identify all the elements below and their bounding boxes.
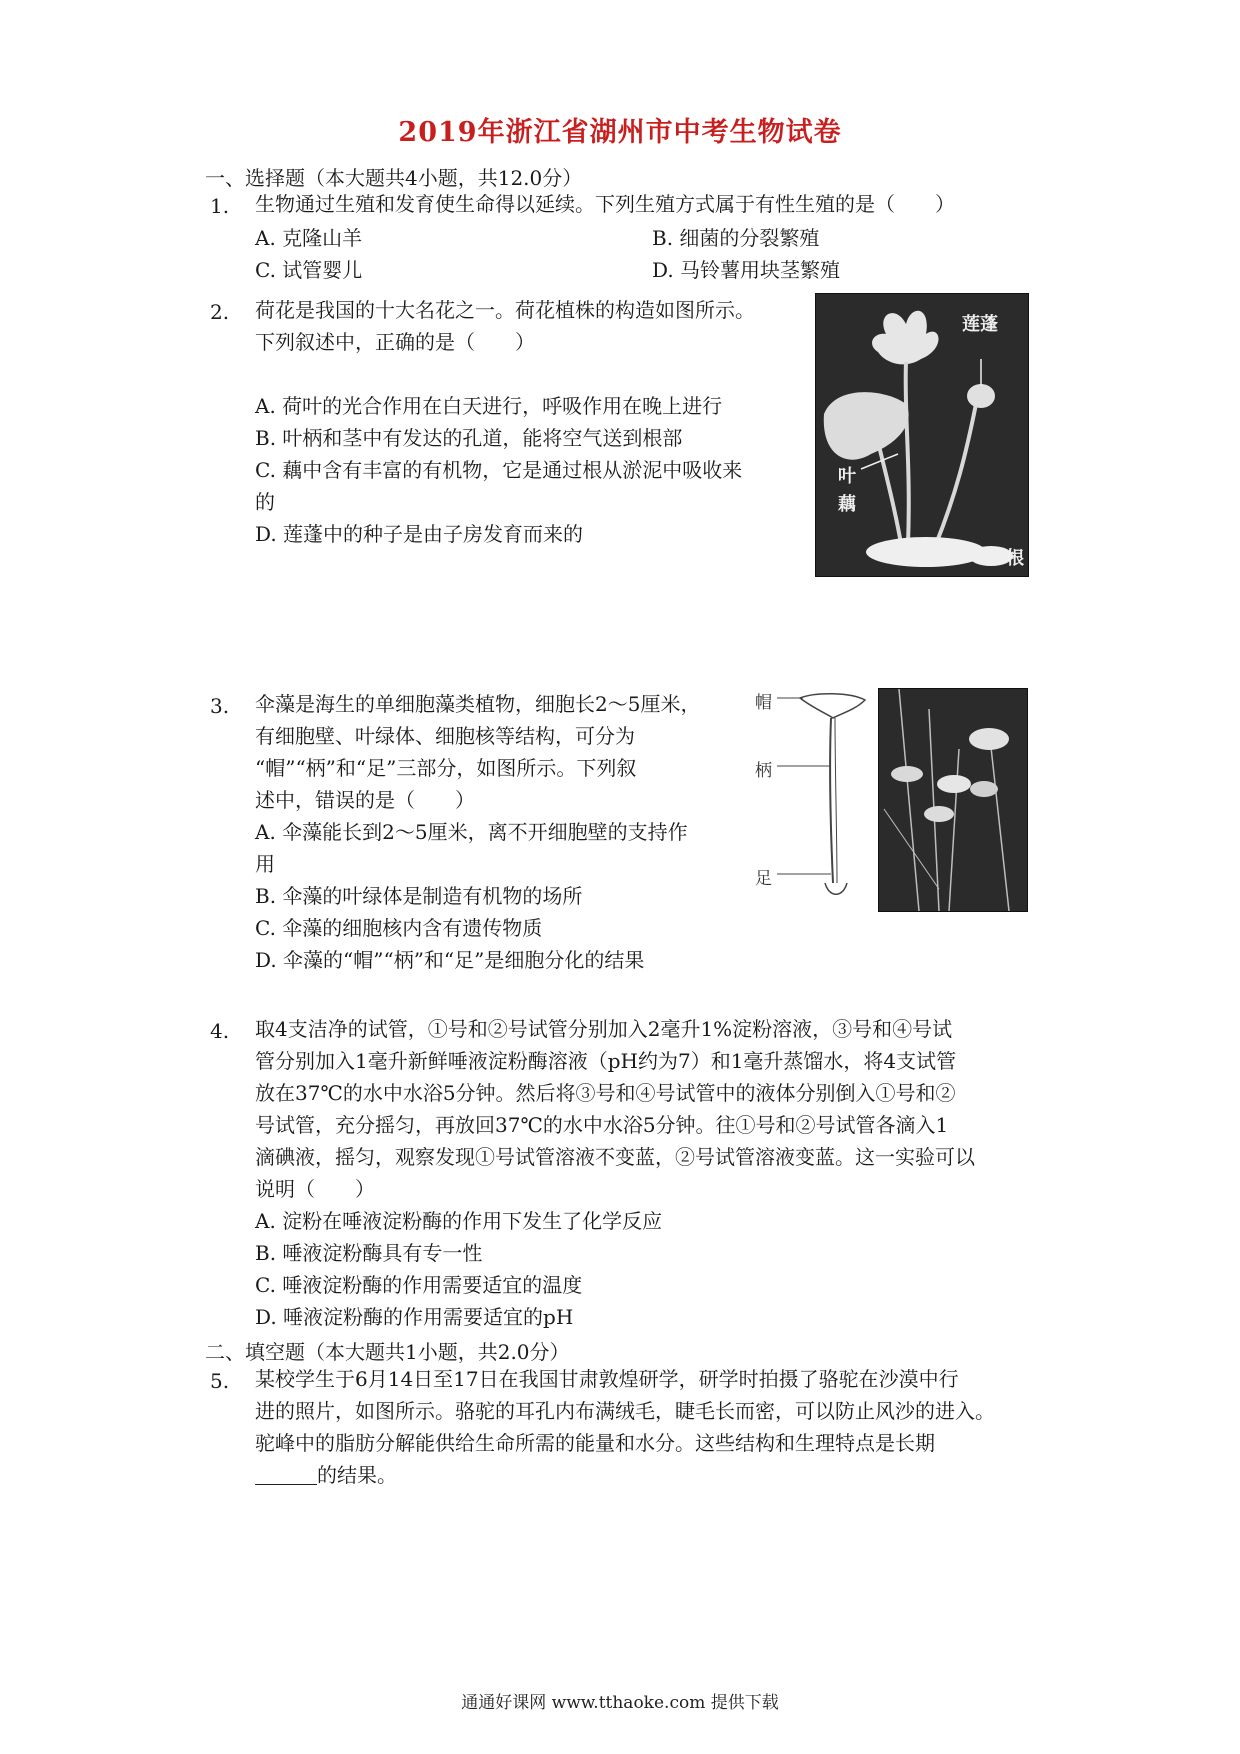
question-line: 放在37℃的水中水浴5分钟。然后将③号和④号试管中的液体分别倒入①号和② — [255, 1081, 956, 1105]
question-line: 下列叙述中，正确的是（ ） — [255, 330, 535, 354]
question-5-text — [255, 1363, 995, 1491]
question-4-text — [255, 1013, 975, 1205]
question-number: 3. — [210, 694, 230, 718]
lotus-figure — [815, 293, 1029, 577]
diagram-label-stalk: 柄 — [755, 761, 772, 781]
answer-line — [255, 1459, 995, 1491]
question-line: 进的照片，如图所示。骆驼的耳孔内布满绒毛，睫毛长而密，可以防止风沙的进入。 — [255, 1399, 995, 1423]
question-line: 取4支洁净的试管，①号和②号试管分别加入2毫升1%淀粉溶液，③号和④号试 — [255, 1017, 953, 1041]
question-number: 1. — [210, 194, 230, 218]
page-title: 2019年浙江省湖州市中考生物试卷 — [398, 117, 842, 148]
option-a: A. 淀粉在唾液淀粉酶的作用下发生了化学反应 — [255, 1209, 663, 1233]
question-line: “帽”“柄”和“足”三部分，如图所示。下列叙 — [255, 756, 637, 780]
question-line: 伞藻是海生的单细胞藻类植物，细胞长2～5厘米， — [255, 692, 701, 716]
figure-label-seedpod: 莲蓬 — [962, 314, 998, 335]
option-d: D. 唾液淀粉酶的作用需要适宜的pH — [255, 1305, 574, 1329]
answer-blank[interactable] — [255, 1464, 317, 1485]
option-b: B. 叶柄和茎中有发达的孔道，能将空气送到根部 — [255, 426, 683, 450]
question-2-text — [255, 294, 755, 358]
option-c: C. 试管婴儿 — [255, 258, 363, 282]
question-line: 某校学生于6月14日至17日在我国甘肃敦煌研学，研学时拍摄了骆驼在沙漠中行 — [255, 1367, 959, 1391]
footer-credit: 通通好课网 www.tthaoke.com 提供下载 — [461, 1693, 779, 1713]
option-d: D. 莲蓬中的种子是由子房发育而来的 — [255, 522, 584, 546]
question-line: 管分别加入1毫升新鲜唾液淀粉酶溶液（pH约为7）和1毫升蒸馏水，将4支试管 — [255, 1049, 957, 1073]
question-line: 荷花是我国的十大名花之一。荷花植株的构造如图所示。 — [255, 298, 755, 322]
option-a-continued: 用 — [255, 852, 275, 876]
alga-photo-illustration — [879, 689, 1027, 911]
question-3-text — [255, 688, 700, 816]
option-a: A. 克隆山羊 — [255, 226, 363, 250]
option-d: D. 马铃薯用块茎繁殖 — [652, 258, 841, 282]
question-line: 说明（ ） — [255, 1177, 375, 1201]
alga-line-drawing — [755, 688, 875, 908]
question-line: 生物通过生殖和发育使生命得以延续。下列生殖方式属于有性生殖的是（ ） — [255, 192, 955, 216]
question-line: 滴碘液，摇匀，观察发现①号试管溶液不变蓝，②号试管溶液变蓝。这一实验可以 — [255, 1145, 975, 1169]
diagram-label-foot: 足 — [755, 869, 772, 889]
question-line: 号试管，充分摇匀，再放回37℃的水中水浴5分钟。往①号和②号试管各滴入1 — [255, 1113, 949, 1137]
option-d: D. 伞藻的“帽”“柄”和“足”是细胞分化的结果 — [255, 948, 645, 972]
figure-label-root: 根 — [1006, 548, 1024, 569]
question-line: 有细胞壁、叶绿体、细胞核等结构，可分为 — [255, 724, 635, 748]
question-number: 2. — [210, 300, 230, 324]
option-b: B. 伞藻的叶绿体是制造有机物的场所 — [255, 884, 583, 908]
lotus-illustration — [816, 294, 1028, 576]
figure-label-leaf: 叶 — [838, 466, 856, 487]
question-number: 5. — [210, 1369, 230, 1393]
question-number: 4. — [210, 1019, 230, 1043]
figure-label-root-tuber: 藕 — [838, 494, 856, 515]
option-c: C. 藕中含有丰富的有机物，它是通过根从淤泥中吸收来 — [255, 458, 743, 482]
question-1-text — [255, 188, 955, 220]
answer-suffix: 的结果。 — [317, 1463, 397, 1487]
option-a: A. 伞藻能长到2～5厘米，离不开细胞壁的支持作 — [255, 820, 688, 844]
option-c: C. 伞藻的细胞核内含有遗传物质 — [255, 916, 543, 940]
option-c-continued: 的 — [255, 490, 275, 514]
section-heading-choice: 一、选择题（本大题共4小题，共12.0分） — [205, 166, 583, 190]
diagram-label-cap: 帽 — [755, 693, 772, 713]
question-line: 述中，错误的是（ ） — [255, 788, 475, 812]
option-b: B. 细菌的分裂繁殖 — [652, 226, 820, 250]
question-line: 驼峰中的脂肪分解能供给生命所需的能量和水分。这些结构和生理特点是长期 — [255, 1431, 935, 1455]
section-heading-fill-in: 二、填空题（本大题共1小题，共2.0分） — [205, 1340, 570, 1364]
alga-photo — [878, 688, 1028, 912]
alga-diagram — [755, 688, 875, 908]
option-b: B. 唾液淀粉酶具有专一性 — [255, 1241, 483, 1265]
option-c: C. 唾液淀粉酶的作用需要适宜的温度 — [255, 1273, 583, 1297]
option-a: A. 荷叶的光合作用在白天进行，呼吸作用在晚上进行 — [255, 394, 723, 418]
